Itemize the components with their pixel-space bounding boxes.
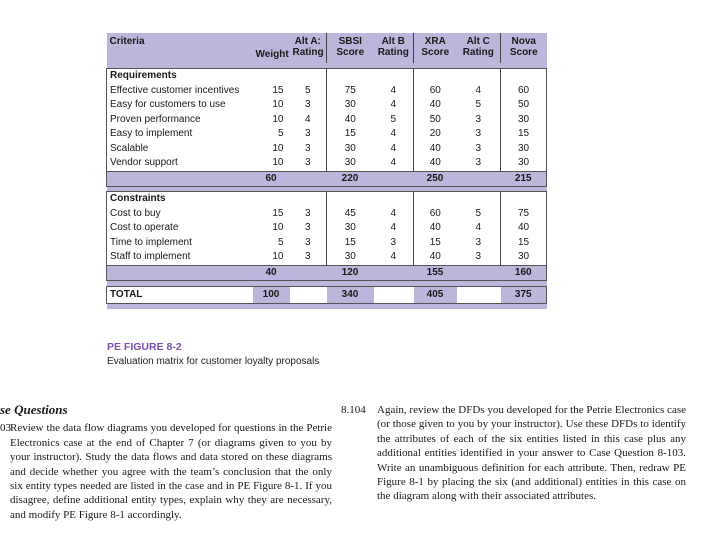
table-cell: 155: [414, 265, 457, 281]
table-row: [107, 156, 547, 171]
evaluation-table: [106, 33, 547, 309]
table-cell: 405: [414, 287, 457, 304]
table-cell: 40: [414, 221, 457, 236]
constraints-subtotal-row: [107, 265, 547, 281]
table-cell: 15: [414, 236, 457, 251]
table-cell: 15: [253, 84, 290, 99]
table-cell: Vendor support: [107, 156, 253, 171]
table-cell: 50: [501, 98, 547, 113]
table-row: [107, 207, 547, 222]
table-cell: 220: [327, 171, 374, 187]
table-cell: 40: [414, 250, 457, 265]
table-cell: 45: [327, 207, 374, 222]
table-cell: [290, 69, 327, 84]
table-cell: 3: [290, 236, 327, 251]
table-cell: 30: [501, 142, 547, 157]
table-cell: 4: [374, 156, 414, 171]
table-cell: 10: [253, 156, 290, 171]
table-cell: 50: [414, 113, 457, 128]
requirements-title: Requirements: [107, 69, 253, 84]
table-cell: [457, 171, 501, 187]
question-number: 03: [0, 422, 11, 435]
table-cell: 75: [501, 207, 547, 222]
table-cell: 3: [374, 236, 414, 251]
table-cell: 4: [374, 250, 414, 265]
table-cell: Staff to implement: [107, 250, 253, 265]
table-cell: [501, 69, 547, 84]
table-cell: 3: [457, 250, 501, 265]
total-label: TOTAL: [107, 287, 253, 304]
table-cell: Scalable: [107, 142, 253, 157]
table-cell: 10: [253, 113, 290, 128]
table-row: [107, 236, 547, 251]
table-cell: [107, 171, 253, 187]
table-cell: 10: [253, 98, 290, 113]
requirements-section-row: [107, 69, 547, 84]
table-cell: [290, 265, 327, 281]
header-weight: Weight: [253, 33, 290, 63]
table-cell: [414, 69, 457, 84]
table-cell: 75: [327, 84, 374, 99]
table-cell: 3: [290, 98, 327, 113]
table-cell: 4: [374, 127, 414, 142]
table-cell: 120: [327, 265, 374, 281]
table-cell: 40: [501, 221, 547, 236]
table-cell: 4: [457, 84, 501, 99]
table-cell: [327, 192, 374, 207]
table-cell: 4: [374, 84, 414, 99]
table-cell: 30: [327, 98, 374, 113]
table-cell: [457, 287, 501, 304]
table-row: [107, 113, 547, 128]
table-cell: 5: [253, 236, 290, 251]
table-cell: 375: [501, 287, 547, 304]
table-cell: 60: [414, 84, 457, 99]
table-cell: 30: [327, 250, 374, 265]
table-cell: 60: [253, 171, 290, 187]
table-cell: 4: [374, 207, 414, 222]
table-cell: Proven performance: [107, 113, 253, 128]
table-cell: [501, 192, 547, 207]
figure-caption-title: PE FIGURE 8-2: [107, 341, 182, 353]
table-cell: 3: [457, 127, 501, 142]
table-cell: [253, 192, 290, 207]
table-cell: 30: [327, 221, 374, 236]
table-cell: [374, 171, 414, 187]
table-row: [107, 250, 547, 265]
question-text: Again, review the DFDs you developed for the Petrie Electronics case (or those given to you by your instructor). Use these DFDs to identify the attributes of each of the six entities listed in this case plus any additional entities identified in your answer to Case Question 8-103. Write an unambiguous definition for each attribute. Then, redraw PE Figure 8-1 by placing the six (and additional) entities in this case on the diagram along with their associated attributes.: [377, 404, 686, 503]
table-row: [107, 127, 547, 142]
table-cell: 40: [327, 113, 374, 128]
table-cell: [107, 265, 253, 281]
table-cell: 30: [501, 113, 547, 128]
table-cell: 40: [253, 265, 290, 281]
table-cell: 5: [374, 113, 414, 128]
question-text: Review the data flow diagrams you developed for questions in the Petrie Electronics case at the end of Chapter 7 (or diagrams given to you by your instructor). Study the data flows and data stored on these diagrams and decide whether you agree with the team’s conclusion that the only six entity types needed are listed in the case and in PE Figure 8-1. If you disagree, define additional entity types, explain why they are necessary, and modify PE Figure 8-1 accordingly.: [10, 422, 332, 521]
constraints-section-row: [107, 192, 547, 207]
table-cell: Time to implement: [107, 236, 253, 251]
header-nova: Nova Score: [501, 33, 547, 63]
header-row: [107, 33, 547, 63]
table-cell: [457, 265, 501, 281]
table-cell: 5: [253, 127, 290, 142]
table-cell: 3: [457, 142, 501, 157]
table-cell: 60: [414, 207, 457, 222]
table-cell: 5: [457, 98, 501, 113]
table-cell: 4: [374, 221, 414, 236]
table-cell: 5: [290, 84, 327, 99]
table-cell: 160: [501, 265, 547, 281]
requirements-subtotal-row: [107, 171, 547, 187]
table-cell: [457, 69, 501, 84]
table-cell: [414, 192, 457, 207]
table-cell: 3: [290, 250, 327, 265]
table-cell: Effective customer incentives: [107, 84, 253, 99]
table-cell: 250: [414, 171, 457, 187]
table-cell: [457, 192, 501, 207]
table-cell: 3: [290, 221, 327, 236]
header-xra: XRA Score: [414, 33, 457, 63]
section-heading: se Questions: [0, 402, 68, 417]
table-cell: 40: [414, 98, 457, 113]
table-cell: 15: [501, 236, 547, 251]
question-number: 8.104: [341, 404, 366, 416]
table-row: [107, 221, 547, 236]
table-cell: 215: [501, 171, 547, 187]
table-cell: 5: [457, 207, 501, 222]
table-cell: 60: [501, 84, 547, 99]
table-spacer-row: [107, 304, 547, 310]
table-cell: [290, 192, 327, 207]
table-cell: 3: [457, 156, 501, 171]
question-104: [341, 403, 686, 504]
table-row: [107, 142, 547, 157]
table-cell: 40: [414, 156, 457, 171]
table-cell: 3: [290, 127, 327, 142]
table-cell: 30: [327, 142, 374, 157]
table-cell: [374, 69, 414, 84]
table-cell: 30: [501, 250, 547, 265]
table-cell: 3: [290, 156, 327, 171]
table-cell: 15: [253, 207, 290, 222]
header-criteria: Criteria: [107, 33, 253, 63]
table-cell: [107, 304, 547, 310]
table-cell: 20: [414, 127, 457, 142]
table-cell: [290, 171, 327, 187]
evaluation-matrix: [106, 33, 546, 309]
table-cell: [253, 69, 290, 84]
table-cell: 15: [327, 236, 374, 251]
table-cell: 15: [501, 127, 547, 142]
table-row: [107, 84, 547, 99]
table-cell: 10: [253, 142, 290, 157]
table-cell: 3: [457, 113, 501, 128]
table-cell: 40: [414, 142, 457, 157]
header-alt-a: Alt A: Rating: [290, 33, 327, 63]
table-cell: 15: [327, 127, 374, 142]
table-cell: Easy to implement: [107, 127, 253, 142]
header-alt-c: Alt C Rating: [457, 33, 501, 63]
table-row: [107, 98, 547, 113]
right-column: [341, 403, 686, 504]
left-column: [0, 403, 332, 522]
table-cell: 10: [253, 250, 290, 265]
table-cell: 30: [501, 156, 547, 171]
table-cell: [327, 69, 374, 84]
table-cell: 10: [253, 221, 290, 236]
table-cell: 30: [327, 156, 374, 171]
table-cell: 340: [327, 287, 374, 304]
table-cell: [374, 287, 414, 304]
table-cell: [290, 287, 327, 304]
figure-caption-text: Evaluation matrix for customer loyalty proposals: [107, 356, 320, 367]
table-cell: [374, 265, 414, 281]
table-cell: 3: [457, 236, 501, 251]
table-cell: 4: [457, 221, 501, 236]
table-cell: 4: [374, 142, 414, 157]
table-cell: Easy for customers to use: [107, 98, 253, 113]
question-103: [0, 421, 332, 522]
total-row: [107, 287, 547, 304]
table-cell: Cost to buy: [107, 207, 253, 222]
header-alt-b: Alt B Rating: [374, 33, 414, 63]
table-cell: 3: [290, 207, 327, 222]
table-cell: 3: [290, 142, 327, 157]
constraints-title: Constraints: [107, 192, 253, 207]
table-cell: [374, 192, 414, 207]
table-cell: 100: [253, 287, 290, 304]
table-cell: 4: [374, 98, 414, 113]
table-cell: Cost to operate: [107, 221, 253, 236]
table-cell: 4: [290, 113, 327, 128]
header-sbsi: SBSI Score: [327, 33, 374, 63]
